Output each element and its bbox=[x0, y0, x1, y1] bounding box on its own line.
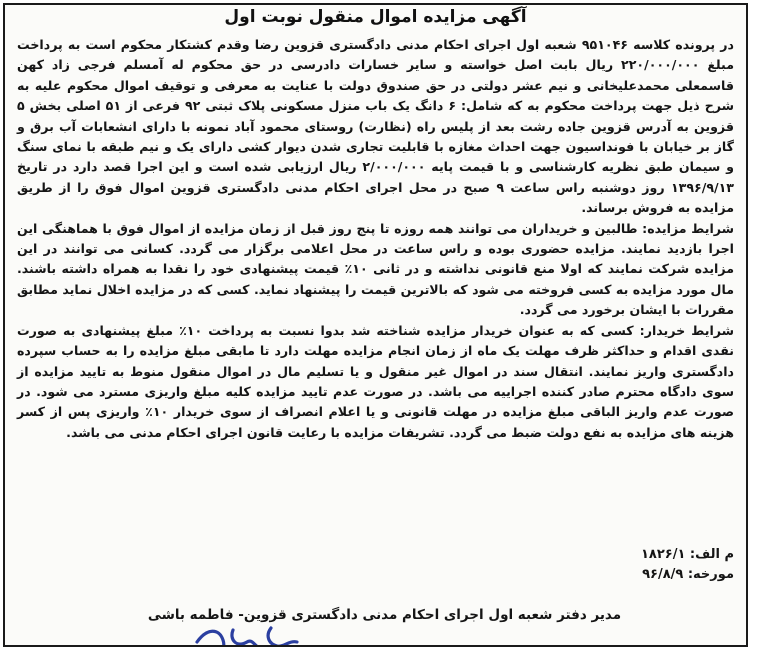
reference-number: م الف: ۱۸۲۶/۱ bbox=[640, 547, 734, 562]
auction-notice bbox=[3, 3, 748, 647]
notice-paragraph-auction-terms: شرایط مزایده: طالبین و خریداران می توانند همه روزه تا پنج روز قبل از زمان مزایده از اموال فوق با هماهنگی این اجرا بازدید نمایند. مزایده حضوری بوده و راس ساعت در محل اعلامی برگزار می گردد. کسانی می توانند در این مزایده شرکت نمایند که اولا منع قانونی نداشته و در ثانی ۱۰٪ قیمت پیشنهادی خود را نقدا به همراه داشته باشند. مال مورد مزایده به کسی فروخته می شود که بالاترین قیمت را پیشنهاد نماید. کسی که در مزایده اخلال نماید مطابق مقررات با ایشان برخورد می گردد. bbox=[17, 220, 734, 318]
notice-paragraph-buyer-terms: شرایط خریدار: کسی که به عنوان خریدار مزایده شناخته شد بدوا نسبت به پرداخت ۱۰٪ مبلغ پیشنهادی به صورت نقدی اقدام و حداکثر ظرف مهلت یک ماه از زمان انجام مزایده مهلت دارد تا مابقی مبلغ مزایده را به حساب سپرده دادگستری واریز نمایند. انتقال سند در اموال غیر منقول و یا تسلیم مال در اموال منقول منوط به تایید مزایده از سوی دادگاه محترم صادر کننده اجراییه می باشد. در صورت عدم تایید مزایده کلیه مبلغ واریزی مسترد می شود. در صورت عدم واریز الباقی مبلغ مزایده در مهلت قانونی و یا اعلام انصراف از سوی خریدار ۱۰٪ واریزی پس از کسر هزینه های مزایده به نفع دولت ضبط می گردد. تشریفات مزایده با رعایت قانون اجرای احکام مدنی می باشد. bbox=[17, 322, 734, 440]
signature-line: مدیر دفتر شعبه اول اجرای احکام مدنی دادگستری قزوین- فاطمه باشی bbox=[147, 607, 622, 623]
notice-date: مورخه: ۹۶/۸/۹ bbox=[642, 567, 734, 582]
notice-paragraph-case: در پرونده کلاسه ۹۵۱۰۴۶ شعبه اول اجرای احکام مدنی دادگستری قزوین رضا وقدم کشتکار محکوم است به پرداخت مبلغ ۲۲۰/۰۰۰/۰۰۰ ریال بابت اصل خواسته و سایر خسارات دادرسی در حق محکوم له آمسلم فرجی زاد کهن قاسمعلی محمدعلیخانی و نیم عشر دولتی در حق صندوق دولت با عنایت به معرفی و توقیف اموال محکوم علیه به شرح ذیل جهت پرداخت محکوم به که شامل: ۶ دانگ یک باب منزل مسکونی پلاک ثبتی ۹۲ فرعی از ۵۱ اصلی بخش ۵ قزوین به آدرس قزوین جاده رشت بعد از پلیس راه (نظارت) روستای محمود آباد نمونه با دارای انشعابات آب برق و گاز بر خیابان با فونداسیون جهت احداث مغازه با قابلیت تجاری شدن دیوار کشی دارای یک و نیم طبقه با نمای سنگ و سیمان طبق نظریه کارشناسی و با قیمت پایه ۲/۰۰۰/۰۰۰ ریال ارزیابی شده است و این اجرا قصد دارد در تاریخ ۱۳۹۶/۹/۱۳ روز دوشنبه راس ساعت ۹ صبح در محل اجرای احکام مدنی دادگستری قزوین اموال فوق را از طریق مزایده به فروش برساند. bbox=[17, 37, 734, 216]
notice-body bbox=[17, 35, 734, 443]
notice-title: آگهی مزایده اموال منقول نوبت اول bbox=[224, 7, 527, 27]
handwritten-ink-mark bbox=[193, 622, 303, 647]
notice-meta bbox=[17, 545, 734, 585]
